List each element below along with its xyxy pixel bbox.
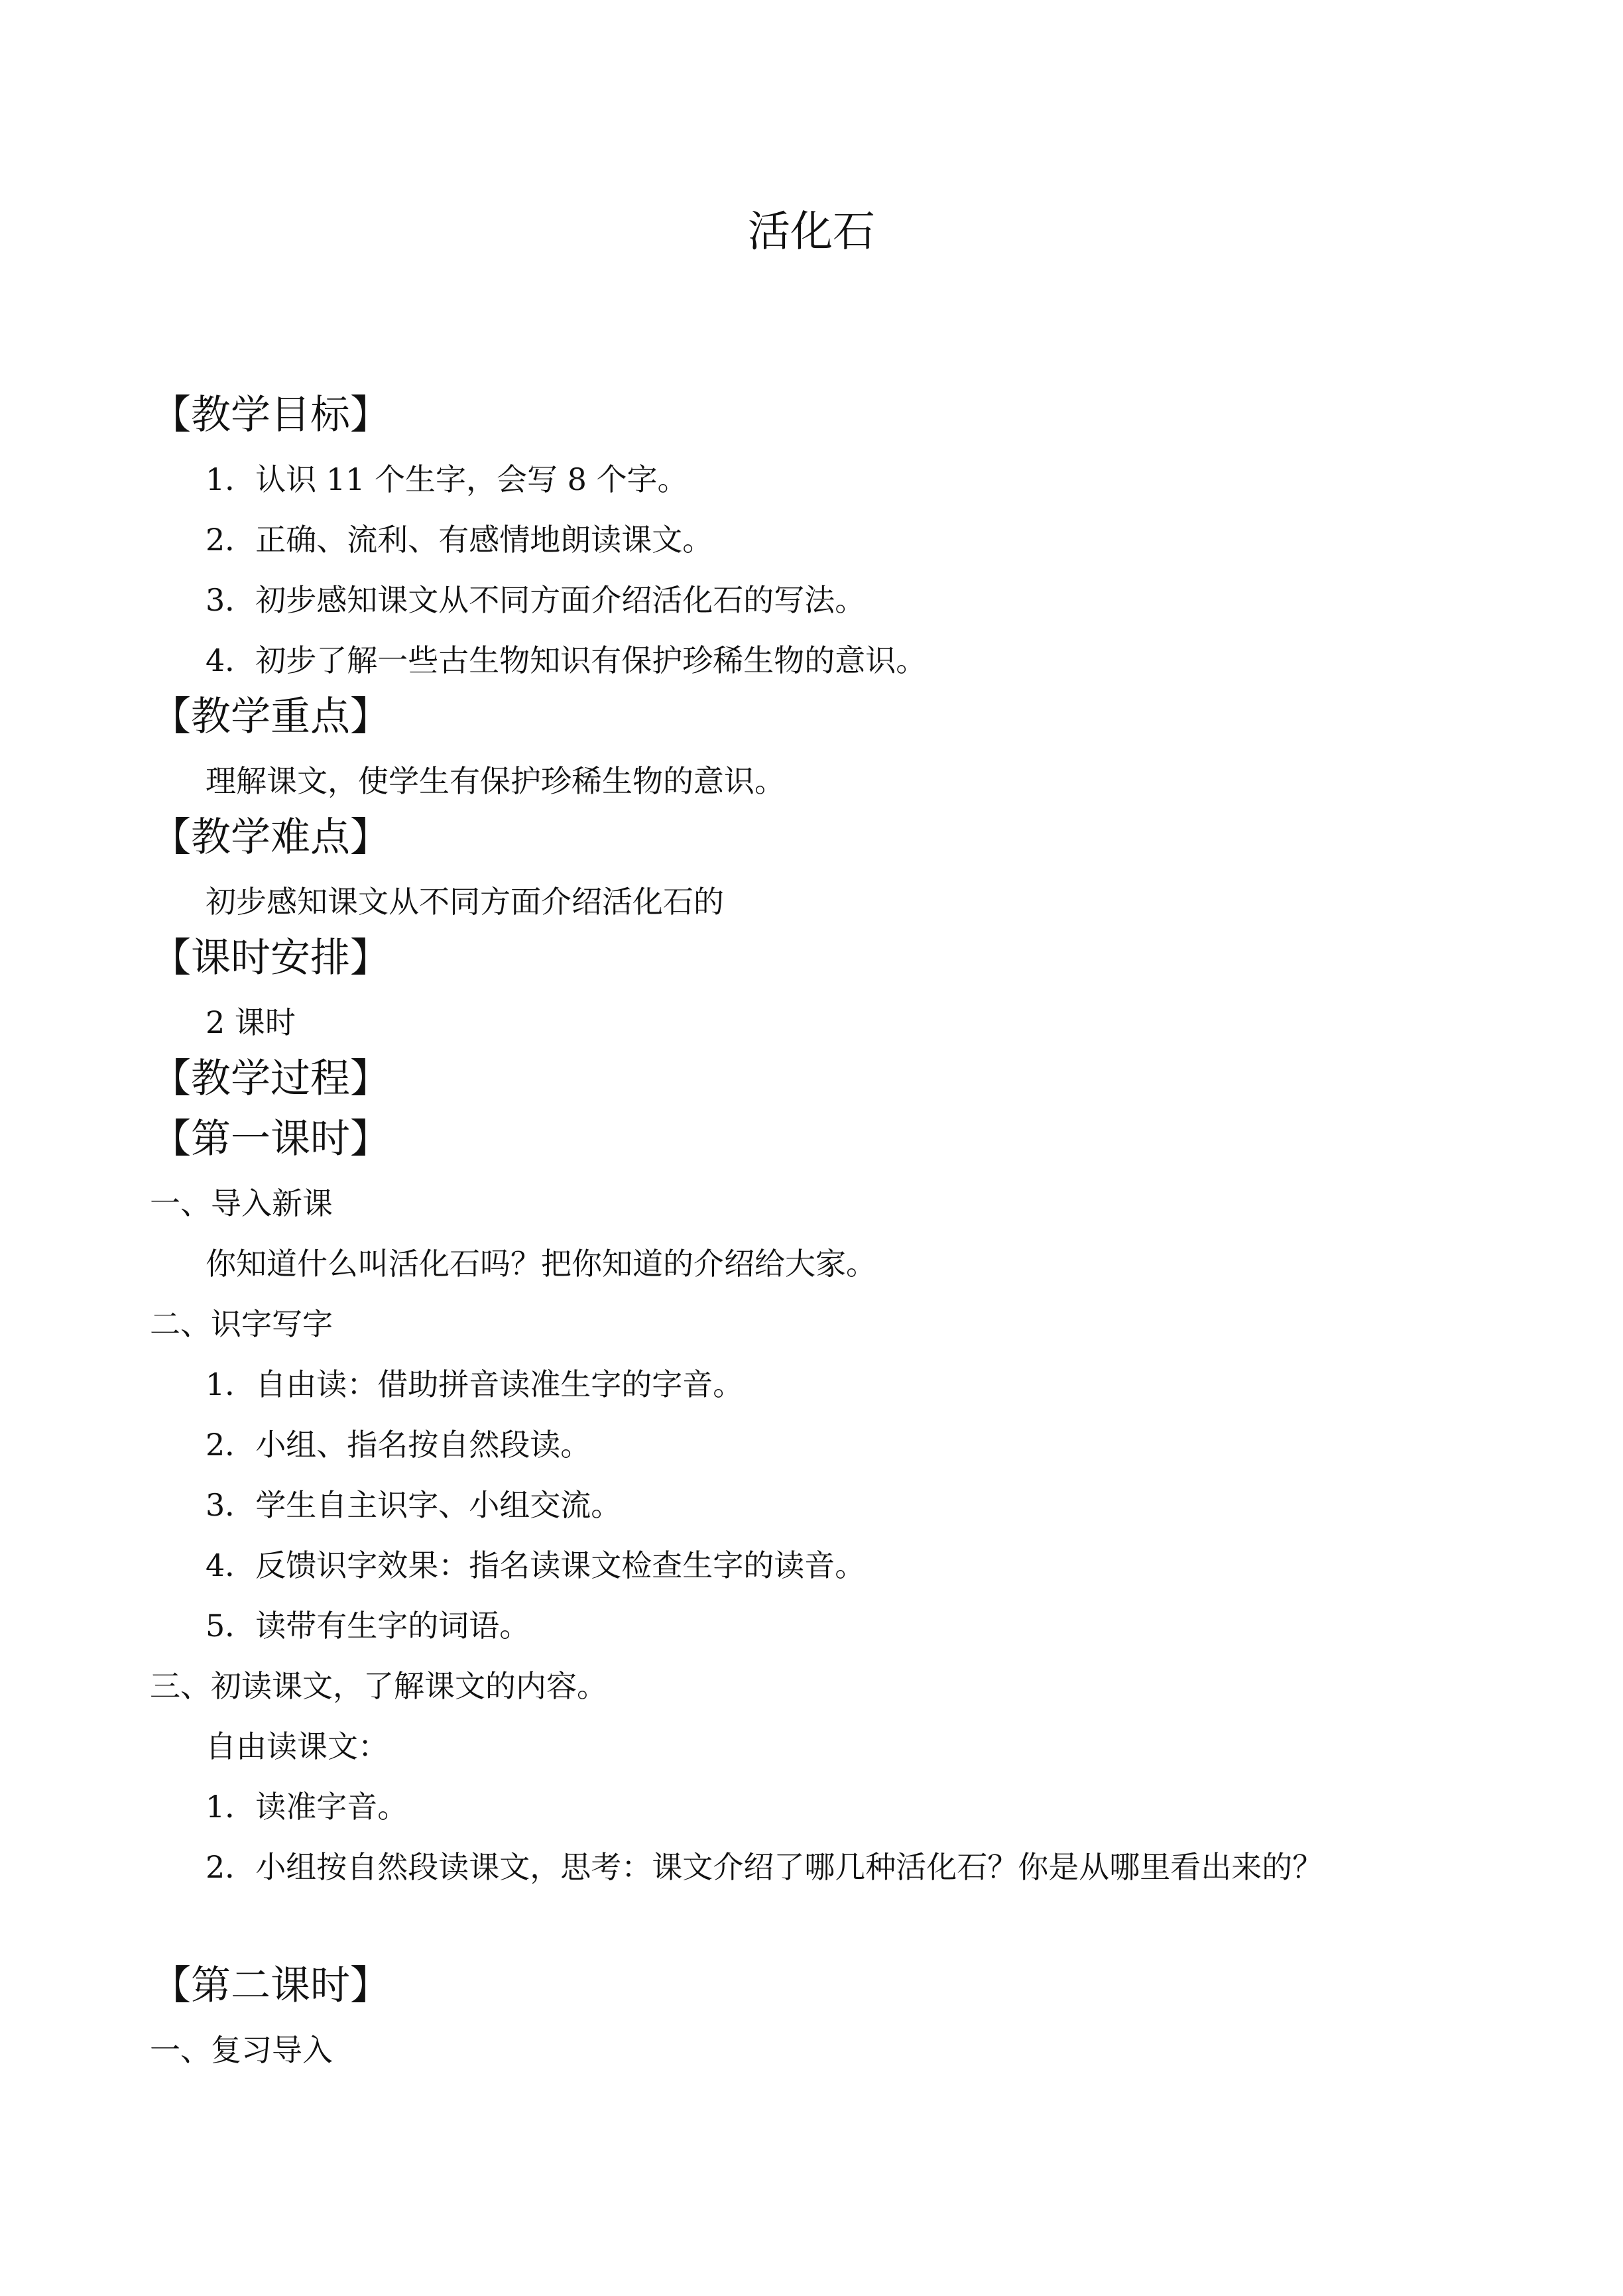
difficulties-heading: 【教学难点】 (151, 814, 390, 861)
lesson1-part2-item-2: 2．小组、指名按自然段读。 (206, 1427, 591, 1463)
lesson1-part3-heading: 三、初读课文，了解课文的内容。 (150, 1668, 607, 1704)
lesson1-part2-item-1: 1．自由读：借助拼音读准生字的字音。 (206, 1366, 744, 1402)
process-heading: 【教学过程】 (151, 1056, 390, 1102)
schedule-heading: 【课时安排】 (151, 935, 390, 981)
key-points-text: 理解课文，使学生有保护珍稀生物的意识。 (206, 763, 785, 799)
document-title: 活化石 (748, 208, 875, 257)
lesson1-part2-item-5: 5．读带有生字的词语。 (206, 1608, 530, 1644)
lesson1-part3-item-2: 2．小组按自然段读课文，思考：课文介绍了哪几种活化石？你是从哪里看出来的？ (206, 1849, 1323, 1885)
objective-item-3: 3．初步感知课文从不同方面介绍活化石的写法。 (206, 582, 866, 618)
lesson2-heading: 【第二课时】 (151, 1963, 390, 2009)
lesson2-part1-heading: 一、复习导入 (150, 2032, 333, 2068)
lesson1-part2-item-4: 4．反馈识字效果：指名读课文检查生字的读音。 (206, 1547, 866, 1583)
lesson1-part3-intro: 自由读课文： (206, 1728, 389, 1764)
objectives-heading: 【教学目标】 (151, 392, 390, 438)
lesson1-part2-item-3: 3．学生自主识字、小组交流。 (206, 1487, 622, 1523)
key-points-heading: 【教学重点】 (151, 694, 390, 740)
lesson1-part1-text: 你知道什么叫活化石吗？把你知道的介绍给大家。 (206, 1246, 876, 1282)
schedule-text: 2 课时 (206, 1004, 296, 1040)
objective-item-2: 2．正确、流利、有感情地朗读课文。 (206, 522, 713, 558)
lesson1-part2-heading: 二、识字写字 (150, 1306, 333, 1342)
lesson1-part1-heading: 一、导入新课 (150, 1185, 333, 1221)
lesson1-part3-item-1: 1．读准字音。 (206, 1789, 408, 1825)
objective-item-1: 1．认识 11 个生字，会写 8 个字。 (206, 461, 688, 497)
lesson1-heading: 【第一课时】 (151, 1116, 390, 1162)
objective-item-4: 4．初步了解一些古生物知识有保护珍稀生物的意识。 (206, 642, 927, 678)
difficulties-text: 初步感知课文从不同方面介绍活化石的 (206, 884, 724, 920)
